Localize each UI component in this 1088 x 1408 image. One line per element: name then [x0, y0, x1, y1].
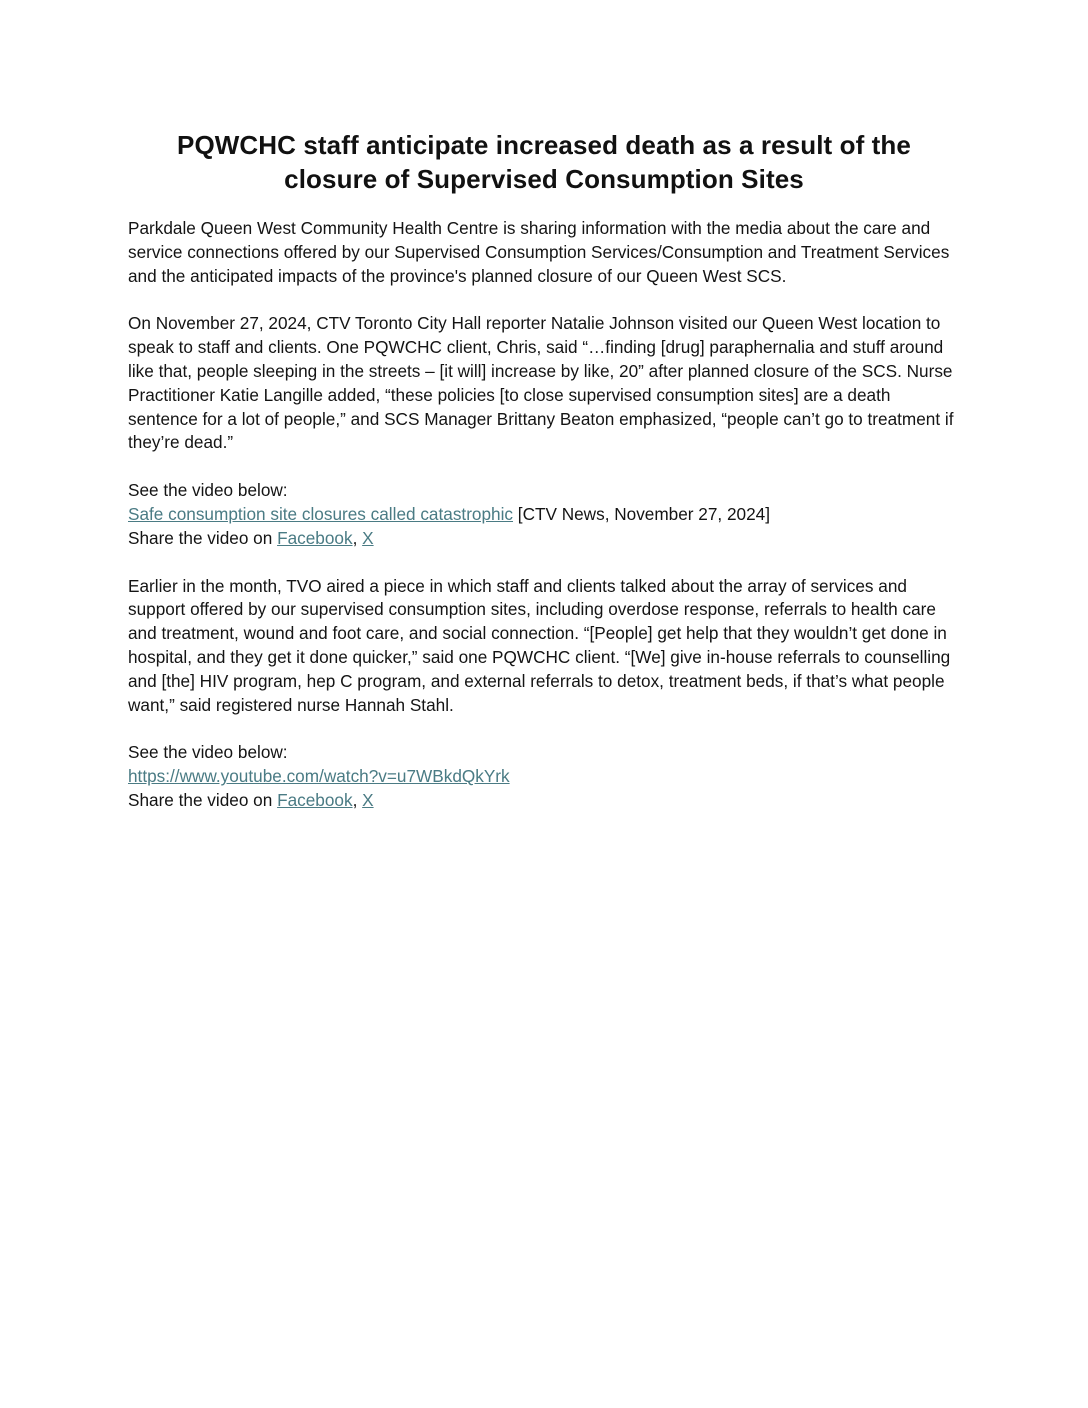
video-block-ctv [128, 479, 960, 550]
video-link-line [128, 765, 960, 789]
facebook-share-link[interactable]: Facebook [277, 789, 353, 810]
ctv-video-link[interactable]: Safe consumption site closures called catastrophic [128, 503, 514, 524]
share-line [128, 527, 960, 551]
tvo-paragraph: Earlier in the month, TVO aired a piece in which staff and clients talked about the array of services and support offered by our supervised consumption sites, including overdose response, referrals to health care and treatment, wound and foot care, and social connection. “[People] get help that they wouldn’t get done in hospital, and they get it done quicker,” said one PQWCHC client. “[We] give in-house referrals to counselling and [the] HIV program, hep C program, and external referrals to detox, treatment beds, if that’s what people want,” said registered nurse Hannah Stahl. [128, 575, 951, 715]
share-separator: , [352, 789, 363, 810]
x-share-link[interactable]: X [362, 789, 374, 810]
x-share-link[interactable]: X [362, 527, 374, 548]
intro-paragraph: Parkdale Queen West Community Health Centre is sharing information with the media about the care and service connections offered by our Supervised Consumption Services/Consumption and Treatment Services and the anticipated impacts of the province's planned closure of our Queen West SCS. [128, 218, 950, 286]
share-prefix-text: Share the video on [128, 789, 278, 810]
page-title: PQWCHC staff anticipate increased death as a result of the closure of Supervised Consumption Sites [177, 130, 911, 194]
share-separator: , [352, 527, 363, 548]
video-intro-text: See the video below: [128, 742, 288, 763]
video-source-text: [CTV News, November 27, 2024] [513, 503, 770, 524]
video-link-line [128, 503, 960, 527]
video-intro-text: See the video below: [128, 480, 288, 501]
share-prefix-text: Share the video on [128, 527, 278, 548]
ctv-visit-paragraph: On November 27, 2024, CTV Toronto City Hall reporter Natalie Johnson visited our Queen West location to speak to staff and clients. One PQWCHC client, Chris, said “…finding [drug] paraphernalia and stuff around like that, people sleeping in the streets – [it will] increase by like, 20” after planned closure of the SCS. Nurse Practitioner Katie Langille added, “these policies [to close supervised consumption sites] are a death sentence for a lot of people,” and SCS Manager Brittany Beaton emphasized, “people can’t go to treatment if they’re dead.” [128, 313, 954, 453]
document-body [128, 128, 960, 837]
facebook-share-link[interactable]: Facebook [277, 527, 353, 548]
video-block-tvo [128, 741, 960, 812]
share-line [128, 789, 960, 813]
youtube-video-link[interactable]: https://www.youtube.com/watch?v=u7WBkdQkYrk [128, 766, 510, 787]
